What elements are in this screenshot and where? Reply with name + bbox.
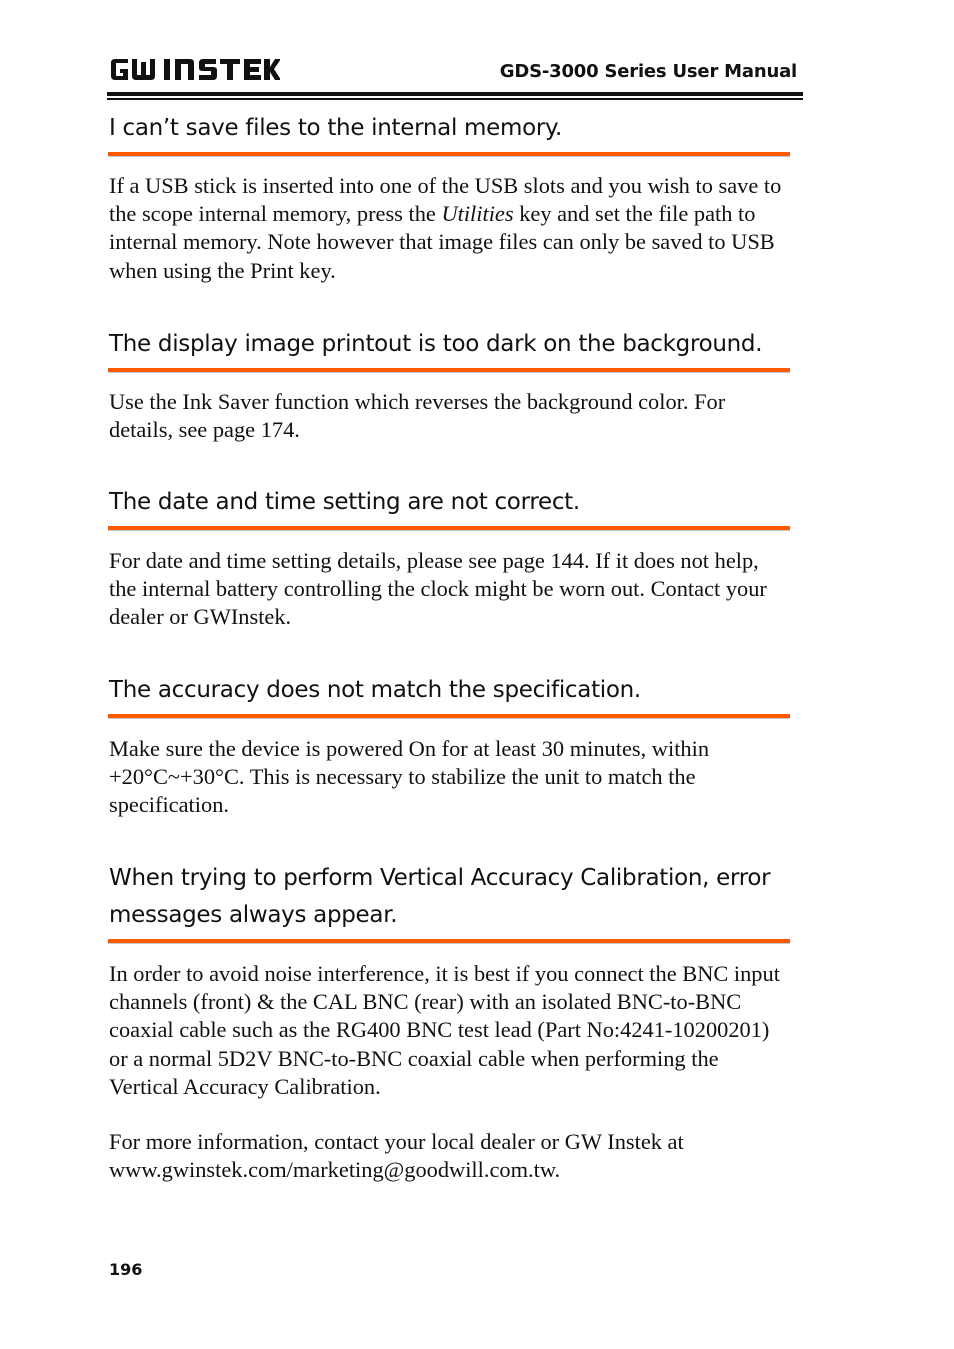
- section-body: For date and time setting details, please see page 144. If it does not help, the internal battery controlling the clock might be worn out. Contact your dealer or GWInstek.: [109, 548, 767, 630]
- gw-instek-logo: [108, 52, 280, 86]
- utilities-key-label: Utilities: [441, 201, 514, 227]
- section-heading: The accuracy does not match the specification.: [109, 677, 641, 703]
- section-body: Make sure the device is powered On for at least 30 minutes, within +20°C~+30°C. This is necessary to stabilize the unit to match the specification.: [109, 736, 710, 818]
- section-body-text: If a USB stick is inserted into one of the USB slots and you wish to save to the scope internal memory, press the: [109, 173, 782, 227]
- header-divider-thin: [107, 98, 803, 100]
- section-heading: The display image printout is too dark on the background.: [109, 331, 763, 357]
- section-divider: [108, 152, 790, 157]
- section-body-text-continued: key and set the file path to internal memory. Note however that image files can only be saved to USB when using the Print key.: [109, 201, 775, 283]
- manual-title: GDS-3000 Series User Manual: [499, 61, 797, 82]
- gw-instek-logo-graphic: [108, 52, 280, 86]
- section-body: [109, 172, 789, 285]
- section-divider: [108, 939, 790, 944]
- section-body: Use the Ink Saver function which reverses the background color. For details, see page 174.: [109, 389, 726, 443]
- section-heading: When trying to perform Vertical Accuracy Calibration, error messages always appear.: [109, 865, 771, 928]
- section-heading: The date and time setting are not correct.: [109, 489, 580, 515]
- contact-info: For more information, contact your local dealer or GW Instek at www.gwinstek.com/marketing@goodwill.com.tw.: [109, 1129, 684, 1183]
- section-divider: [108, 714, 790, 719]
- page-number: 196: [109, 1260, 143, 1279]
- section-body: In order to avoid noise interference, it is best if you connect the BNC input channels (front) & the CAL BNC (rear) with an isolated BNC-to-BNC coaxial cable such as the RG400 BNC test lead (Part No:4241-10200201) or a normal 5D2V BNC-to-BNC coaxial cable when performing the Vertical Accuracy Calibration.: [109, 961, 780, 1099]
- section-heading: I can’t save files to the internal memory.: [109, 115, 563, 141]
- header-divider: [107, 92, 803, 96]
- section-divider: [108, 526, 790, 531]
- section-divider: [108, 368, 790, 373]
